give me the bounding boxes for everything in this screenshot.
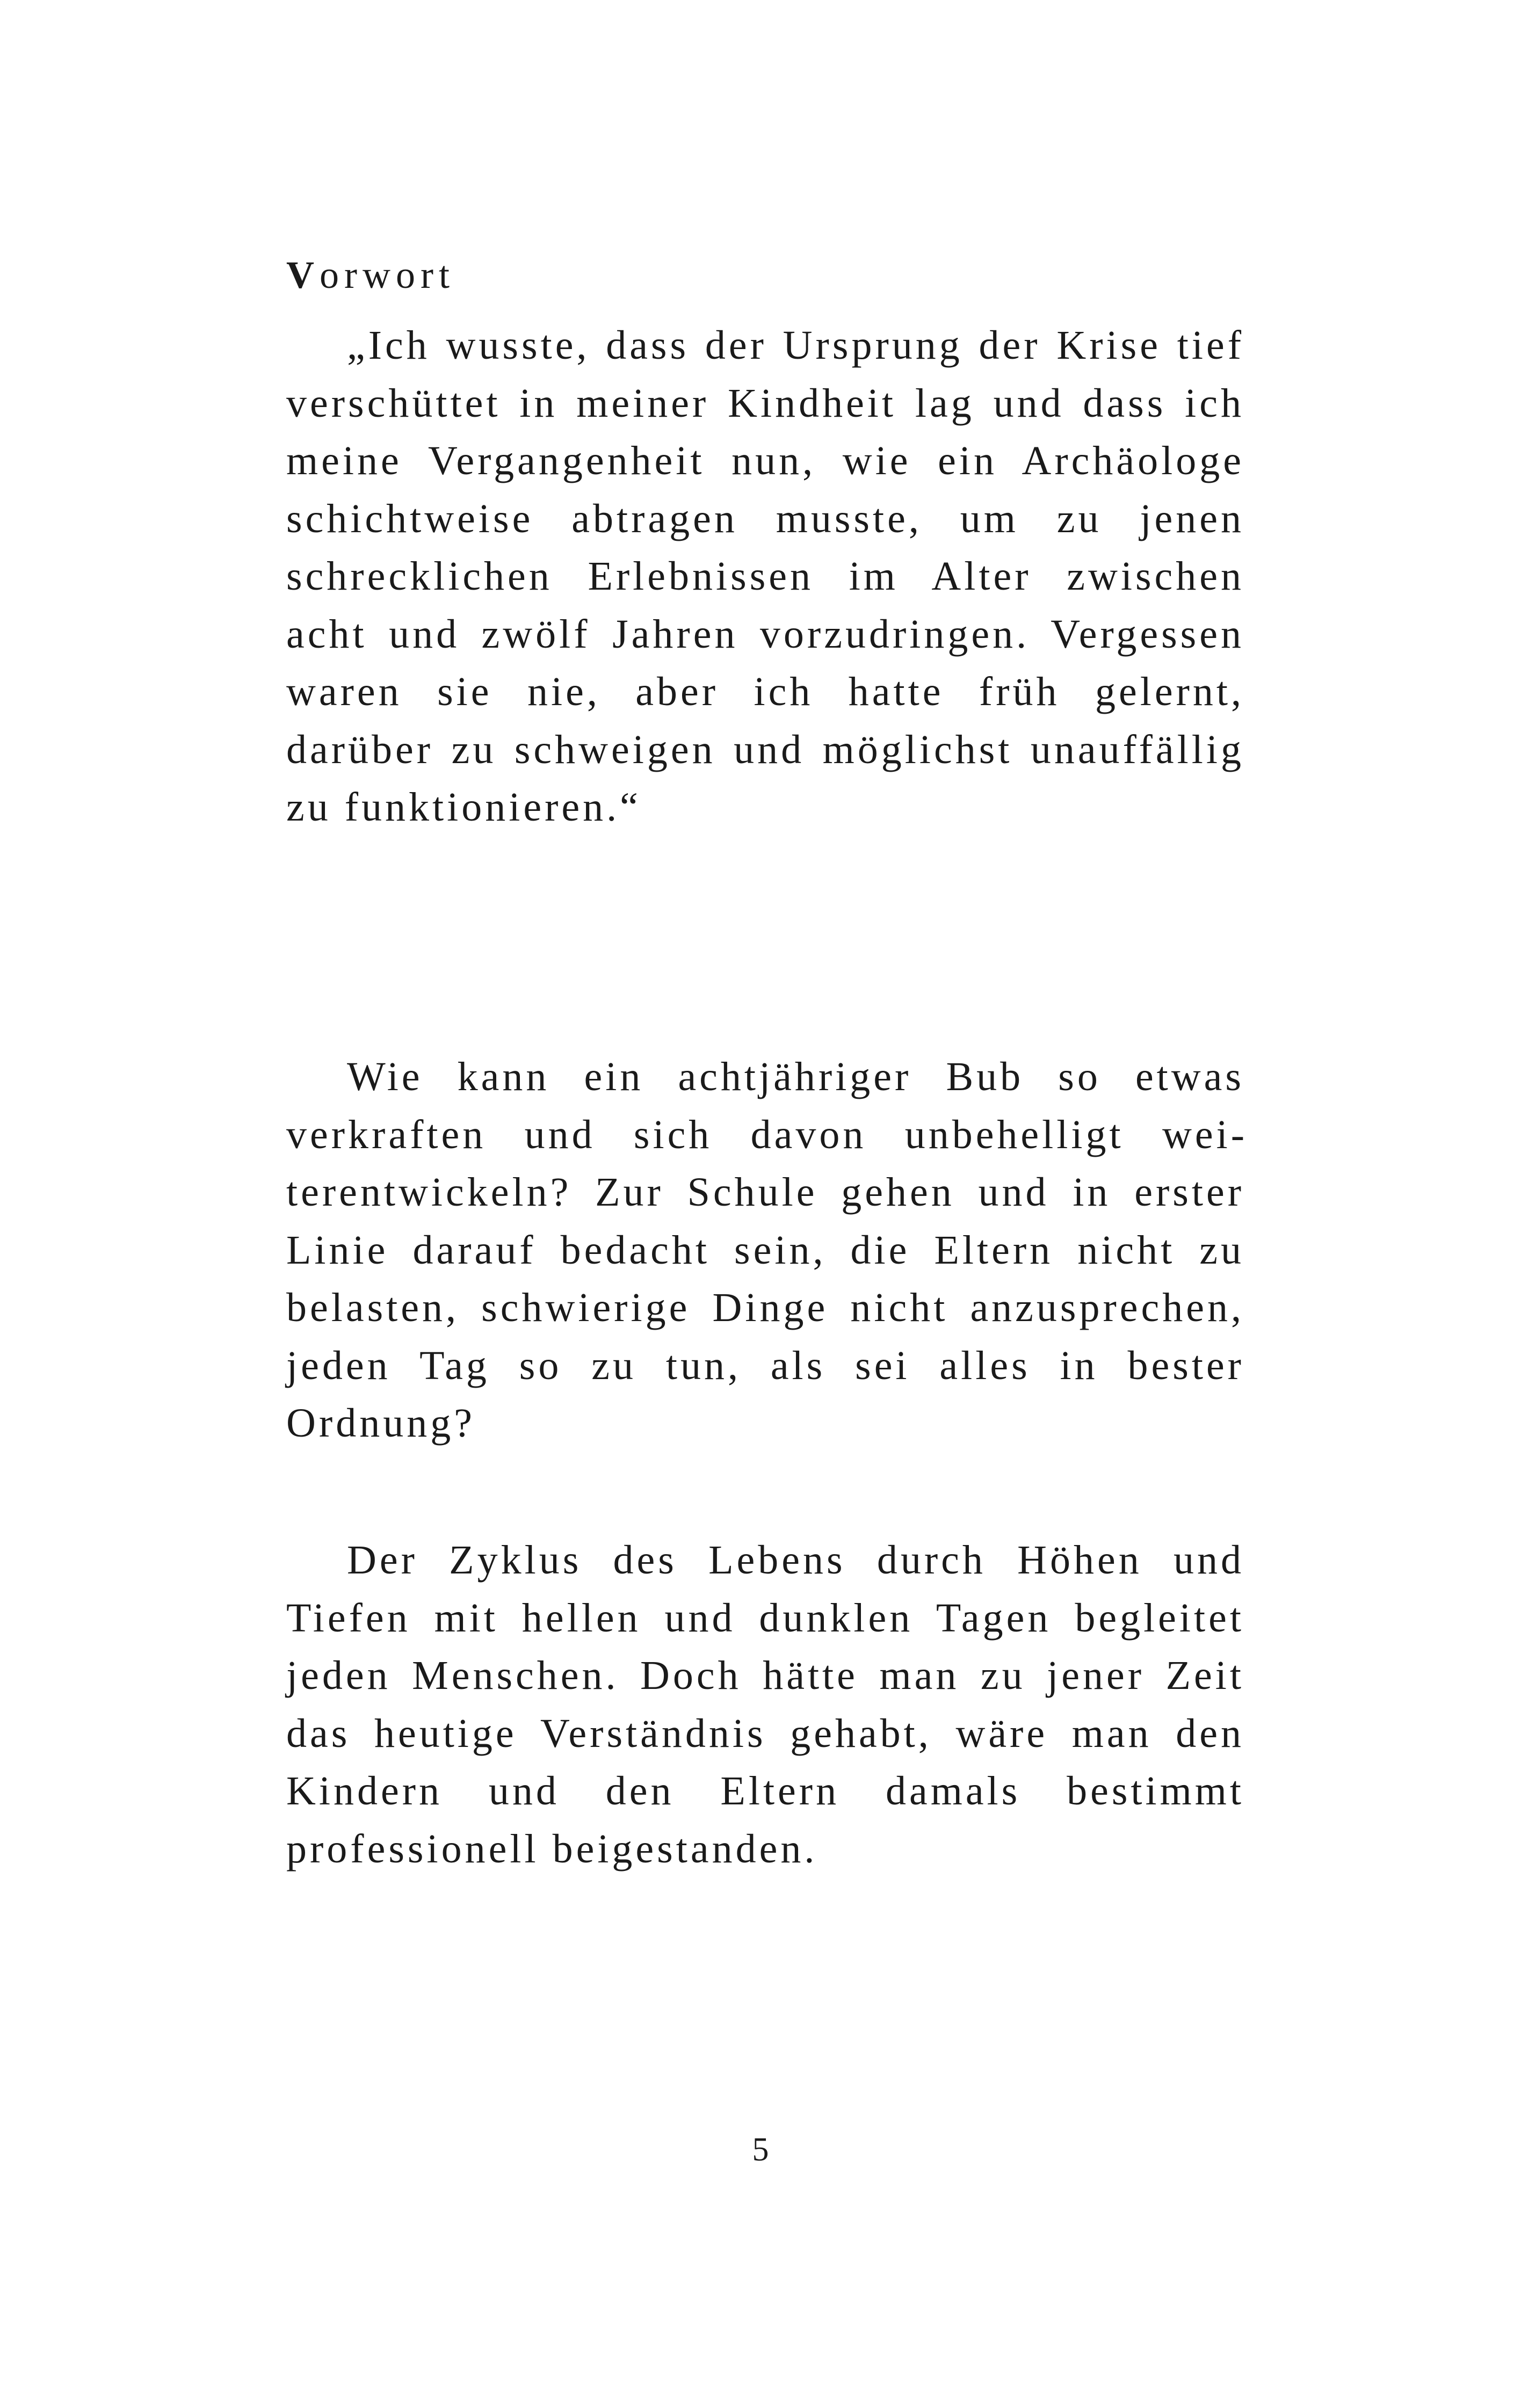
heading-initial: V (286, 253, 320, 296)
paragraph-question: Wie kann ein achtjähriger Bub so etwas verkraften und sich davon unbehelligt weiterentwickeln? Zur Schule gehen und in erster Linie darauf bedacht sein, die Eltern nicht zu belasten, schwierige Dinge nicht anzusprechen, jeden Tag so zu tun, als sei alles in bester Ordnung? (286, 1054, 1244, 1446)
heading-rest: orwort (320, 253, 455, 296)
page-number: 5 (752, 2131, 769, 2168)
chapter-heading (286, 243, 1244, 307)
paragraph-quote: „Ich wusste, dass der Ursprung der Krise tief verschüttet in meiner Kindheit lag und dass ich meine Vergangenheit nun, wie ein Archäologe schichtweise abtragen musste, um zu jenen schrecklichen Erlebnissen im Alter zwischen acht und zwölf Jahren vorzudringen. Vergessen waren sie nie, aber ich hatte früh gelernt, darüber zu schweigen und möglichst unauffällig zu funktionieren.“ (286, 323, 1244, 830)
paragraph-cycle: Der Zyklus des Lebens durch Höhen und Tiefen mit hellen und dunklen Tagen begleitet jeden Menschen. Doch hätte man zu jener Zeit das heutige Verständnis gehabt, wäre man den Kindern und den Eltern damals bestimmt professionell beigestanden. (286, 1537, 1244, 1872)
